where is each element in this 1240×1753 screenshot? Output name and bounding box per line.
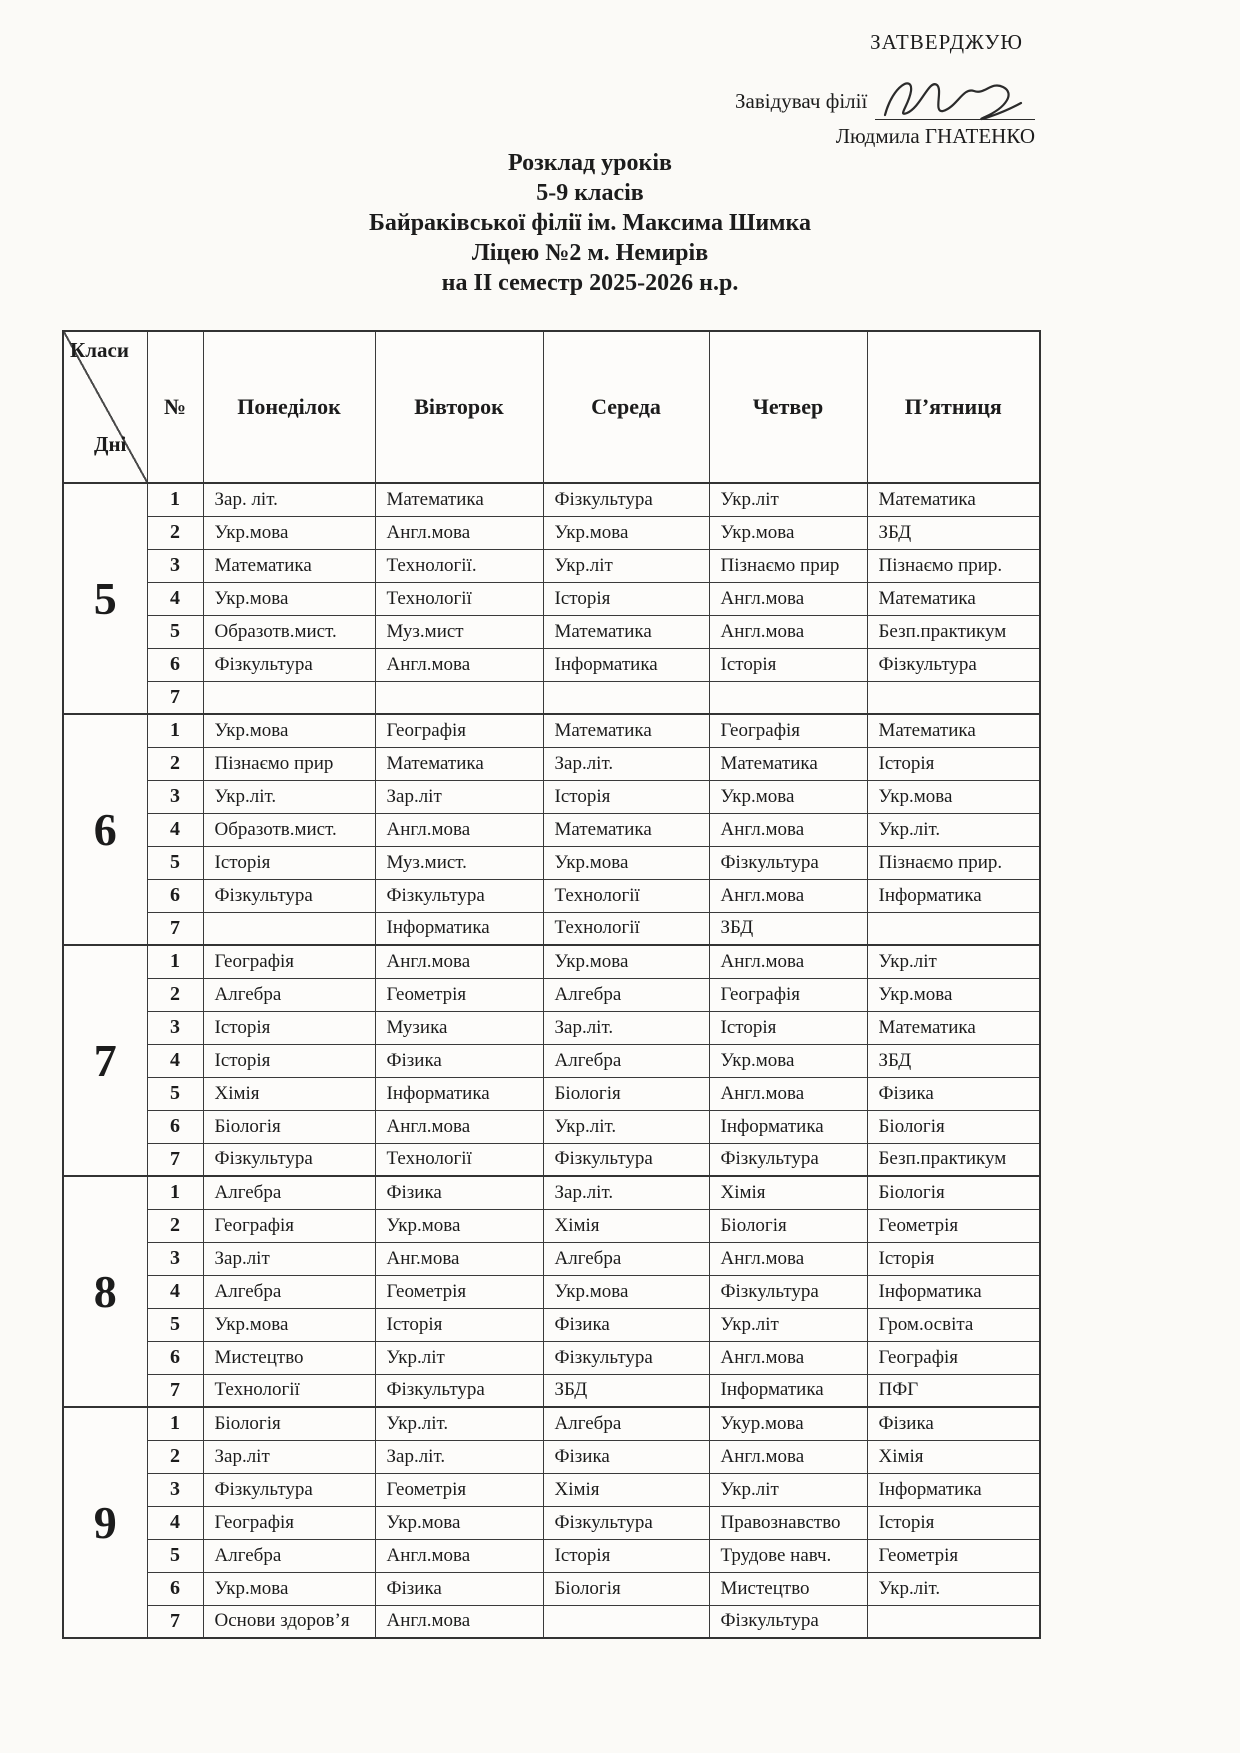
lesson-cell: Правознавство <box>709 1506 867 1539</box>
lesson-cell: Англ.мова <box>709 582 867 615</box>
lesson-cell <box>709 681 867 714</box>
lesson-cell: Біологія <box>867 1176 1040 1209</box>
lesson-cell: Фізика <box>375 1044 543 1077</box>
head-of-branch-label: Завідувач філії <box>735 89 868 113</box>
lesson-cell: Англ.мова <box>375 945 543 978</box>
corner-classes-label: Класи <box>70 338 129 362</box>
head-name: Людмила ГНАТЕНКО <box>835 124 1035 148</box>
lesson-cell: Інформатика <box>867 1473 1040 1506</box>
lesson-cell: Укр.мова <box>543 945 709 978</box>
lesson-cell <box>375 681 543 714</box>
timetable-row <box>63 1473 1040 1506</box>
lesson-cell: Алгебра <box>543 978 709 1011</box>
lesson-cell: Історія <box>709 1011 867 1044</box>
lesson-cell: Хімія <box>203 1077 375 1110</box>
lesson-cell: Алгебра <box>543 1044 709 1077</box>
period-number: 2 <box>147 747 203 780</box>
lesson-cell: Математика <box>543 714 709 747</box>
lesson-cell: Географія <box>203 1209 375 1242</box>
lesson-cell: Алгебра <box>203 1176 375 1209</box>
timetable-row <box>63 1077 1040 1110</box>
lesson-cell: Фізкультура <box>203 879 375 912</box>
timetable-row <box>63 879 1040 912</box>
lesson-cell: Зар.літ. <box>543 747 709 780</box>
lesson-cell: Математика <box>867 483 1040 516</box>
timetable-row <box>63 1176 1040 1209</box>
lesson-cell: Укр.літ. <box>203 780 375 813</box>
lesson-cell: Інформатика <box>375 912 543 945</box>
lesson-cell: Фізика <box>543 1440 709 1473</box>
lesson-cell: Математика <box>867 1011 1040 1044</box>
lesson-cell <box>543 681 709 714</box>
approval-block <box>735 30 1035 149</box>
lesson-cell: Англ.мова <box>709 1077 867 1110</box>
lesson-cell: Технології <box>543 879 709 912</box>
timetable-row <box>63 1110 1040 1143</box>
lesson-cell: Зар.літ <box>375 780 543 813</box>
lesson-cell: Укр.мова <box>543 846 709 879</box>
timetable-row <box>63 1143 1040 1176</box>
period-number: 1 <box>147 1407 203 1440</box>
timetable-row <box>63 912 1040 945</box>
lesson-cell: Математика <box>709 747 867 780</box>
period-number: 4 <box>147 1044 203 1077</box>
timetable-row <box>63 846 1040 879</box>
lesson-cell: Укр.мова <box>867 780 1040 813</box>
lesson-cell: Муз.мист. <box>375 846 543 879</box>
lesson-cell: Фізика <box>375 1176 543 1209</box>
lesson-cell: Технології <box>375 582 543 615</box>
lesson-cell: Укур.мова <box>709 1407 867 1440</box>
lesson-cell: Фізкультура <box>709 1605 867 1638</box>
timetable-row <box>63 747 1040 780</box>
timetable-row <box>63 1044 1040 1077</box>
lesson-cell: Геометрія <box>375 978 543 1011</box>
lesson-cell: Укр.літ <box>375 1341 543 1374</box>
lesson-cell: Географія <box>375 714 543 747</box>
lesson-cell: ЗБД <box>867 1044 1040 1077</box>
lesson-cell: Фізкультура <box>203 1473 375 1506</box>
day-header: Понеділок <box>203 331 375 483</box>
lesson-cell: Зар.літ <box>203 1242 375 1275</box>
title-line-4: Ліцею №2 м. Немирів <box>471 240 709 266</box>
timetable-row <box>63 615 1040 648</box>
period-number: 5 <box>147 615 203 648</box>
timetable-row <box>63 780 1040 813</box>
timetable-row <box>63 549 1040 582</box>
lesson-cell: Історія <box>867 747 1040 780</box>
period-number: 7 <box>147 1605 203 1638</box>
lesson-cell: Історія <box>375 1308 543 1341</box>
lesson-cell: Пізнаємо прир <box>709 549 867 582</box>
lesson-cell: Укр.літ. <box>375 1407 543 1440</box>
lesson-cell: Укр.мова <box>709 1044 867 1077</box>
timetable-row <box>63 1374 1040 1407</box>
lesson-cell: Алгебра <box>203 978 375 1011</box>
lesson-cell: Технології <box>375 1143 543 1176</box>
lesson-cell: Технології <box>203 1374 375 1407</box>
lesson-cell: Математика <box>375 747 543 780</box>
lesson-cell: Математика <box>867 582 1040 615</box>
grade-label: 9 <box>63 1407 147 1638</box>
lesson-cell: Муз.мист <box>375 615 543 648</box>
lesson-cell: Укр.літ <box>709 483 867 516</box>
lesson-cell: Інформатика <box>709 1374 867 1407</box>
lesson-cell: Алгебра <box>203 1275 375 1308</box>
lesson-cell: Біологія <box>543 1077 709 1110</box>
lesson-cell: Укр.мова <box>709 516 867 549</box>
lesson-cell: Укр.мова <box>867 978 1040 1011</box>
lesson-cell: Геометрія <box>375 1473 543 1506</box>
lesson-cell: Безп.практикум <box>867 1143 1040 1176</box>
lesson-cell: Біологія <box>203 1407 375 1440</box>
lesson-cell: Англ.мова <box>709 615 867 648</box>
lesson-cell: Фізкультура <box>543 1143 709 1176</box>
lesson-cell: Укр.літ <box>709 1473 867 1506</box>
period-number: 1 <box>147 945 203 978</box>
lesson-cell: Мистецтво <box>203 1341 375 1374</box>
lesson-cell: Географія <box>709 978 867 1011</box>
lesson-cell: Фізкультура <box>543 1506 709 1539</box>
grade-label: 8 <box>63 1176 147 1407</box>
period-number: 6 <box>147 1110 203 1143</box>
period-number: 4 <box>147 813 203 846</box>
timetable-row <box>63 1275 1040 1308</box>
period-number: 1 <box>147 1176 203 1209</box>
lesson-cell <box>203 912 375 945</box>
day-header: Четвер <box>709 331 867 483</box>
lesson-cell: Англ.мова <box>709 1341 867 1374</box>
lesson-cell: Географія <box>709 714 867 747</box>
lesson-cell: Хімія <box>709 1176 867 1209</box>
period-number: 5 <box>147 1077 203 1110</box>
timetable-row <box>63 681 1040 714</box>
lesson-cell: Зар.літ <box>203 1440 375 1473</box>
timetable-row <box>63 1341 1040 1374</box>
lesson-cell: Біологія <box>543 1572 709 1605</box>
lesson-cell: Укр.мова <box>543 1275 709 1308</box>
lesson-cell: Фізика <box>867 1407 1040 1440</box>
lesson-cell: Історія <box>543 582 709 615</box>
header-row <box>63 331 1040 483</box>
lesson-cell: Фізкультура <box>543 1341 709 1374</box>
lesson-cell: Хімія <box>543 1473 709 1506</box>
period-number: 7 <box>147 912 203 945</box>
period-number: 1 <box>147 714 203 747</box>
lesson-cell: Укр.мова <box>203 714 375 747</box>
lesson-cell: Фізкультура <box>375 879 543 912</box>
period-number: 7 <box>147 1143 203 1176</box>
timetable-row <box>63 1011 1040 1044</box>
lesson-cell: Математика <box>375 483 543 516</box>
timetable-body <box>63 483 1040 1638</box>
period-number: 5 <box>147 846 203 879</box>
lesson-cell: Математика <box>543 813 709 846</box>
title-line-5: на ІІ семестр 2025-2026 н.р. <box>441 270 739 296</box>
title-line-3: Байраківської філії ім. Максима Шимка <box>369 210 811 236</box>
lesson-cell: Мистецтво <box>709 1572 867 1605</box>
timetable-row <box>63 516 1040 549</box>
lesson-cell: Зар.літ. <box>543 1176 709 1209</box>
period-number: 4 <box>147 1506 203 1539</box>
lesson-cell: ПФГ <box>867 1374 1040 1407</box>
lesson-cell <box>867 681 1040 714</box>
lesson-cell: Алгебра <box>203 1539 375 1572</box>
timetable-row <box>63 1242 1040 1275</box>
lesson-cell: Біологія <box>867 1110 1040 1143</box>
timetable-row <box>63 1407 1040 1440</box>
lesson-cell: ЗБД <box>709 912 867 945</box>
timetable-row <box>63 1572 1040 1605</box>
lesson-cell: Фізкультура <box>203 648 375 681</box>
timetable-row <box>63 582 1040 615</box>
lesson-cell: Фізкультура <box>867 648 1040 681</box>
lesson-cell: Географія <box>203 1506 375 1539</box>
period-number: 3 <box>147 1473 203 1506</box>
lesson-cell: ЗБД <box>867 516 1040 549</box>
lesson-cell: Фізика <box>375 1572 543 1605</box>
period-number: 5 <box>147 1308 203 1341</box>
lesson-cell: Укр.літ. <box>543 1110 709 1143</box>
lesson-cell: Історія <box>867 1242 1040 1275</box>
lesson-cell: Фізкультура <box>709 1143 867 1176</box>
lesson-cell: Англ.мова <box>709 1242 867 1275</box>
grade-label: 5 <box>63 483 147 714</box>
lesson-cell: Англ.мова <box>709 1440 867 1473</box>
lesson-cell: Інформатика <box>709 1110 867 1143</box>
timetable-row <box>63 1506 1040 1539</box>
signature <box>875 73 1035 120</box>
timetable-row <box>63 483 1040 516</box>
lesson-cell: Алгебра <box>543 1407 709 1440</box>
title-line-1: Розклад уроків <box>508 150 672 176</box>
lesson-cell: Зар.літ. <box>375 1440 543 1473</box>
lesson-cell <box>867 1605 1040 1638</box>
period-number: 3 <box>147 1242 203 1275</box>
lesson-cell: Англ.мова <box>709 813 867 846</box>
period-number: 3 <box>147 549 203 582</box>
lesson-cell <box>203 681 375 714</box>
grade-label: 6 <box>63 714 147 945</box>
timetable-row <box>63 648 1040 681</box>
timetable-row <box>63 1209 1040 1242</box>
lesson-cell: Фізика <box>867 1077 1040 1110</box>
lesson-cell: Укр.мова <box>203 1308 375 1341</box>
lesson-cell: Укр.мова <box>203 516 375 549</box>
timetable-row <box>63 1440 1040 1473</box>
lesson-cell <box>867 912 1040 945</box>
grade-label: 7 <box>63 945 147 1176</box>
lesson-cell: Технології <box>543 912 709 945</box>
lesson-cell: ЗБД <box>543 1374 709 1407</box>
period-number: 4 <box>147 1275 203 1308</box>
period-number: 5 <box>147 1539 203 1572</box>
lesson-cell: Англ.мова <box>709 945 867 978</box>
period-number: 2 <box>147 1209 203 1242</box>
lesson-cell: Англ.мова <box>375 1110 543 1143</box>
lesson-cell: Безп.практикум <box>867 615 1040 648</box>
period-number: 2 <box>147 978 203 1011</box>
lesson-cell: Історія <box>203 1011 375 1044</box>
lesson-cell: Історія <box>543 1539 709 1572</box>
period-number: 3 <box>147 1011 203 1044</box>
period-number: 6 <box>147 879 203 912</box>
lesson-cell: Біологія <box>203 1110 375 1143</box>
lesson-cell: Укр.мова <box>203 582 375 615</box>
lesson-cell: Інформатика <box>375 1077 543 1110</box>
lesson-cell: Інформатика <box>543 648 709 681</box>
day-header: Середа <box>543 331 709 483</box>
lesson-cell: Хімія <box>867 1440 1040 1473</box>
lesson-cell: Анг.мова <box>375 1242 543 1275</box>
lesson-cell: Історія <box>867 1506 1040 1539</box>
lesson-cell: Образотв.мист. <box>203 813 375 846</box>
signature-stroke <box>879 71 1029 129</box>
lesson-cell: Гром.освіта <box>867 1308 1040 1341</box>
day-header: Вівторок <box>375 331 543 483</box>
lesson-cell: Зар.літ. <box>543 1011 709 1044</box>
lesson-cell: Технології. <box>375 549 543 582</box>
lesson-cell: Історія <box>203 1044 375 1077</box>
timetable-row <box>63 978 1040 1011</box>
lesson-cell: Основи здоров’я <box>203 1605 375 1638</box>
lesson-cell: Математика <box>203 549 375 582</box>
timetable-row <box>63 945 1040 978</box>
timetable-row <box>63 1539 1040 1572</box>
lesson-cell: Англ.мова <box>709 879 867 912</box>
lesson-cell: Укр.літ <box>709 1308 867 1341</box>
approve-label: ЗАТВЕРДЖУЮ <box>870 30 1023 54</box>
lesson-cell: Пізнаємо прир <box>203 747 375 780</box>
number-header: № <box>147 331 203 483</box>
lesson-cell: Укр.літ. <box>867 813 1040 846</box>
lesson-cell: Алгебра <box>543 1242 709 1275</box>
lesson-cell: Географія <box>203 945 375 978</box>
lesson-cell <box>543 1605 709 1638</box>
timetable-row <box>63 1308 1040 1341</box>
lesson-cell: Укр.літ <box>867 945 1040 978</box>
lesson-cell: Укр.мова <box>203 1572 375 1605</box>
day-header: П’ятниця <box>867 331 1040 483</box>
document-title <box>90 148 1090 298</box>
lesson-cell: Музика <box>375 1011 543 1044</box>
lesson-cell: Укр.літ. <box>867 1572 1040 1605</box>
lesson-cell: Англ.мова <box>375 1539 543 1572</box>
lesson-cell: Фізкультура <box>543 483 709 516</box>
lesson-cell: Укр.літ <box>543 549 709 582</box>
lesson-cell: Хімія <box>543 1209 709 1242</box>
lesson-cell: Укр.мова <box>375 1506 543 1539</box>
period-number: 4 <box>147 582 203 615</box>
lesson-cell: Фізкультура <box>203 1143 375 1176</box>
lesson-cell: Геометрія <box>867 1539 1040 1572</box>
period-number: 6 <box>147 1341 203 1374</box>
period-number: 6 <box>147 648 203 681</box>
period-number: 7 <box>147 1374 203 1407</box>
lesson-cell: Історія <box>543 780 709 813</box>
lesson-cell: Англ.мова <box>375 1605 543 1638</box>
lesson-cell: Укр.мова <box>709 780 867 813</box>
period-number: 3 <box>147 780 203 813</box>
lesson-cell: Геометрія <box>375 1275 543 1308</box>
lesson-cell: Геометрія <box>867 1209 1040 1242</box>
lesson-cell: Зар. літ. <box>203 483 375 516</box>
lesson-cell: Фізкультура <box>709 1275 867 1308</box>
lesson-cell: Укр.мова <box>375 1209 543 1242</box>
lesson-cell: Фізика <box>543 1308 709 1341</box>
period-number: 7 <box>147 681 203 714</box>
timetable-row <box>63 714 1040 747</box>
lesson-cell: Англ.мова <box>375 516 543 549</box>
lesson-cell: Фізкультура <box>375 1374 543 1407</box>
timetable-row <box>63 1605 1040 1638</box>
lesson-cell: Біологія <box>709 1209 867 1242</box>
lesson-cell: Укр.мова <box>543 516 709 549</box>
lesson-cell: Пізнаємо прир. <box>867 846 1040 879</box>
lesson-cell: Англ.мова <box>375 648 543 681</box>
period-number: 1 <box>147 483 203 516</box>
period-number: 6 <box>147 1572 203 1605</box>
timetable-row <box>63 813 1040 846</box>
corner-days-label: Дні <box>94 432 127 456</box>
lesson-cell: Історія <box>203 846 375 879</box>
lesson-cell: Інформатика <box>867 1275 1040 1308</box>
timetable <box>62 330 1041 1639</box>
lesson-cell: Історія <box>709 648 867 681</box>
timetable-wrapper <box>62 330 1041 1639</box>
lesson-cell: Фізкультура <box>709 846 867 879</box>
lesson-cell: Пізнаємо прир. <box>867 549 1040 582</box>
lesson-cell: Англ.мова <box>375 813 543 846</box>
period-number: 2 <box>147 516 203 549</box>
lesson-cell: Математика <box>867 714 1040 747</box>
title-line-2: 5-9 класів <box>536 180 644 206</box>
lesson-cell: Інформатика <box>867 879 1040 912</box>
lesson-cell: Образотв.мист. <box>203 615 375 648</box>
lesson-cell: Географія <box>867 1341 1040 1374</box>
corner-cell <box>63 331 147 483</box>
lesson-cell: Трудове навч. <box>709 1539 867 1572</box>
period-number: 2 <box>147 1440 203 1473</box>
lesson-cell: Математика <box>543 615 709 648</box>
